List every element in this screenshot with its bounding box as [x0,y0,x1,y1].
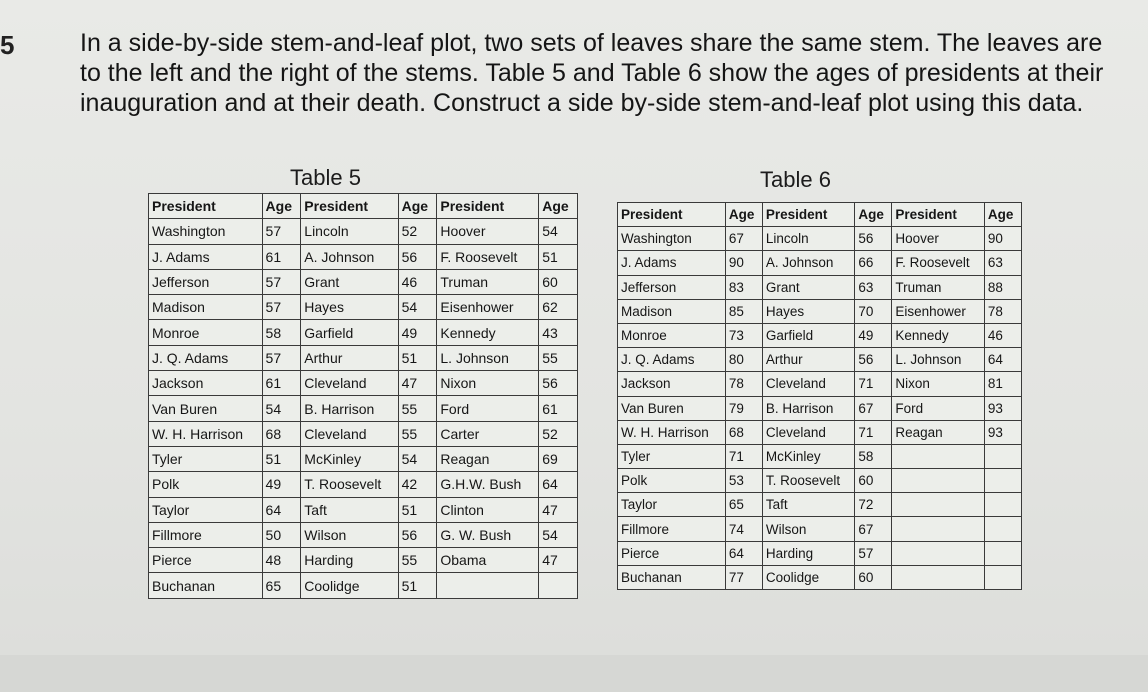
age-cell: 71 [855,372,892,396]
president-cell: Hayes [301,295,398,320]
table-row [618,517,1022,541]
table6-death-ages [617,202,1022,590]
age-cell: 56 [539,371,578,396]
age-cell [984,469,1021,493]
age-cell: 47 [398,371,437,396]
table-row [149,522,578,547]
president-cell: Eisenhower [437,295,539,320]
president-cell: Taylor [618,493,726,517]
president-cell: Van Buren [618,396,726,420]
president-cell: T. Roosevelt [762,469,855,493]
president-cell: A. Johnson [301,244,398,269]
age-cell: 42 [398,472,437,497]
president-cell: Pierce [149,548,263,573]
age-cell: 67 [855,517,892,541]
table5-body [149,219,578,598]
age-cell: 60 [539,269,578,294]
age-cell: 81 [984,372,1021,396]
age-cell: 60 [855,469,892,493]
president-cell [892,565,985,589]
table5-header-cell: Age [539,194,578,219]
president-cell: T. Roosevelt [301,472,398,497]
age-cell: 51 [398,497,437,522]
age-cell: 56 [398,522,437,547]
table-row [618,444,1022,468]
president-cell: Jackson [618,372,726,396]
age-cell: 51 [262,446,301,471]
table-row [618,541,1022,565]
president-cell: Reagan [892,420,985,444]
president-cell: Nixon [437,371,539,396]
age-cell: 58 [855,444,892,468]
president-cell: Pierce [618,541,726,565]
president-cell: Jefferson [149,269,263,294]
president-cell: Kennedy [892,323,985,347]
age-cell: 61 [262,244,301,269]
table-row [149,548,578,573]
age-cell: 71 [725,444,762,468]
president-cell: Arthur [301,345,398,370]
age-cell: 54 [398,295,437,320]
president-cell [892,541,985,565]
table6-header-cell: Age [855,203,892,227]
president-cell: Polk [149,472,263,497]
president-cell: Coolidge [301,573,398,598]
president-cell: Wilson [762,517,855,541]
age-cell [539,573,578,598]
president-cell: Truman [437,269,539,294]
age-cell: 90 [725,251,762,275]
table-row [618,493,1022,517]
table-row [149,269,578,294]
president-cell: Harding [301,548,398,573]
president-cell: Clinton [437,497,539,522]
president-cell: Cleveland [301,371,398,396]
age-cell: 49 [398,320,437,345]
age-cell: 63 [855,275,892,299]
president-cell: B. Harrison [762,396,855,420]
table5-header-cell: President [149,194,263,219]
age-cell: 47 [539,497,578,522]
table-row [149,320,578,345]
president-cell: Washington [618,227,726,251]
president-cell: Obama [437,548,539,573]
table-row [149,396,578,421]
age-cell: 49 [262,472,301,497]
age-cell: 55 [398,548,437,573]
president-cell [437,573,539,598]
age-cell: 47 [539,548,578,573]
age-cell: 65 [262,573,301,598]
president-cell: W. H. Harrison [618,420,726,444]
age-cell: 54 [398,446,437,471]
president-cell: Polk [618,469,726,493]
table-row [618,323,1022,347]
president-cell: F. Roosevelt [892,251,985,275]
table-row [149,472,578,497]
age-cell: 57 [262,345,301,370]
president-cell: Cleveland [301,421,398,446]
table-row [618,372,1022,396]
table-row [618,396,1022,420]
table-row [149,371,578,396]
table5-header-cell: President [437,194,539,219]
president-cell: Ford [892,396,985,420]
age-cell [984,444,1021,468]
table5-inauguration-ages [148,193,578,599]
age-cell: 77 [725,565,762,589]
age-cell: 74 [725,517,762,541]
page-bottom-edge [0,655,1148,692]
president-cell: Garfield [301,320,398,345]
age-cell: 70 [855,299,892,323]
age-cell: 88 [984,275,1021,299]
president-cell: Hoover [437,219,539,244]
age-cell: 65 [725,493,762,517]
age-cell: 61 [539,396,578,421]
age-cell: 57 [262,269,301,294]
question-prompt: In a side-by-side stem-and-leaf plot, two sets of leaves share the same stem. The leaves are to the left and the right of the stems. Table 5 and Table 6 show the ages of presidents at their inauguration and at their death. Construct a side by-side stem-and-leaf plot using this data. [80,29,1104,117]
table-row [149,219,578,244]
table6-caption: Table 6 [760,167,831,192]
president-cell: Buchanan [149,573,263,598]
president-cell: L. Johnson [437,345,539,370]
president-cell: Harding [762,541,855,565]
president-cell: Washington [149,219,263,244]
age-cell: 67 [855,396,892,420]
table-row [618,348,1022,372]
age-cell: 71 [855,420,892,444]
table-row [149,421,578,446]
age-cell: 54 [262,396,301,421]
age-cell: 80 [725,348,762,372]
president-cell: Cleveland [762,420,855,444]
president-cell: McKinley [301,446,398,471]
table5-caption: Table 5 [290,165,361,190]
age-cell: 50 [262,522,301,547]
table-row [149,573,578,598]
age-cell: 64 [262,497,301,522]
age-cell: 63 [984,251,1021,275]
age-cell: 56 [855,348,892,372]
age-cell [984,541,1021,565]
president-cell [892,517,985,541]
age-cell [984,565,1021,589]
president-cell: Van Buren [149,396,263,421]
president-cell: J. Q. Adams [618,348,726,372]
age-cell: 67 [725,227,762,251]
president-cell: Arthur [762,348,855,372]
age-cell: 61 [262,371,301,396]
table-row [618,469,1022,493]
age-cell: 46 [984,323,1021,347]
age-cell: 49 [855,323,892,347]
president-cell: Truman [892,275,985,299]
table5-header-cell: Age [398,194,437,219]
age-cell: 56 [855,227,892,251]
president-cell: F. Roosevelt [437,244,539,269]
table-row [149,244,578,269]
table-row [618,299,1022,323]
age-cell: 62 [539,295,578,320]
table6-header-cell: Age [984,203,1021,227]
president-cell: Lincoln [762,227,855,251]
age-cell: 79 [725,396,762,420]
president-cell: Hoover [892,227,985,251]
president-cell: Madison [618,299,726,323]
age-cell: 60 [855,565,892,589]
president-cell: L. Johnson [892,348,985,372]
president-cell: Madison [149,295,263,320]
president-cell: Nixon [892,372,985,396]
president-cell: Monroe [149,320,263,345]
table6-header-cell: President [762,203,855,227]
president-cell: Hayes [762,299,855,323]
age-cell: 46 [398,269,437,294]
age-cell: 52 [539,421,578,446]
age-cell: 69 [539,446,578,471]
president-cell: J. Adams [149,244,263,269]
age-cell [984,493,1021,517]
age-cell: 72 [855,493,892,517]
table-row [618,420,1022,444]
president-cell: Cleveland [762,372,855,396]
president-cell: Kennedy [437,320,539,345]
table-row [618,227,1022,251]
age-cell: 68 [725,420,762,444]
president-cell: Garfield [762,323,855,347]
age-cell: 83 [725,275,762,299]
age-cell: 55 [398,396,437,421]
president-cell: Jackson [149,371,263,396]
age-cell: 54 [539,522,578,547]
table-row [618,275,1022,299]
president-cell: Reagan [437,446,539,471]
age-cell: 51 [398,345,437,370]
age-cell: 85 [725,299,762,323]
president-cell: A. Johnson [762,251,855,275]
age-cell: 73 [725,323,762,347]
age-cell: 51 [539,244,578,269]
president-cell: Taylor [149,497,263,522]
president-cell: G.H.W. Bush [437,472,539,497]
age-cell: 51 [398,573,437,598]
table5-header-cell: Age [262,194,301,219]
age-cell: 64 [539,472,578,497]
president-cell: W. H. Harrison [149,421,263,446]
table-row [149,295,578,320]
age-cell: 93 [984,396,1021,420]
table6-header-cell: Age [725,203,762,227]
table-row [149,345,578,370]
age-cell: 56 [398,244,437,269]
president-cell: Buchanan [618,565,726,589]
president-cell: Lincoln [301,219,398,244]
president-cell: Wilson [301,522,398,547]
president-cell: Tyler [618,444,726,468]
table-row [618,251,1022,275]
age-cell: 57 [262,295,301,320]
president-cell: Grant [301,269,398,294]
president-cell [892,469,985,493]
age-cell: 57 [855,541,892,565]
president-cell: B. Harrison [301,396,398,421]
age-cell: 93 [984,420,1021,444]
age-cell: 58 [262,320,301,345]
age-cell: 55 [539,345,578,370]
president-cell: Ford [437,396,539,421]
age-cell: 55 [398,421,437,446]
president-cell: Tyler [149,446,263,471]
table6-body [618,227,1022,590]
age-cell: 64 [984,348,1021,372]
table6-header-row [618,203,1022,227]
president-cell: Taft [762,493,855,517]
table-row [149,497,578,522]
president-cell: Fillmore [149,522,263,547]
table-row [149,446,578,471]
question-number: 5 [0,30,15,60]
president-cell: Taft [301,497,398,522]
age-cell: 43 [539,320,578,345]
age-cell: 53 [725,469,762,493]
age-cell: 57 [262,219,301,244]
age-cell: 90 [984,227,1021,251]
table5-header-row [149,194,578,219]
age-cell: 54 [539,219,578,244]
president-cell: G. W. Bush [437,522,539,547]
president-cell: Carter [437,421,539,446]
age-cell: 78 [725,372,762,396]
president-cell: Monroe [618,323,726,347]
age-cell: 48 [262,548,301,573]
age-cell [984,517,1021,541]
table6-header-cell: President [618,203,726,227]
president-cell: Grant [762,275,855,299]
president-cell: Eisenhower [892,299,985,323]
table6-header-cell: President [892,203,985,227]
table5-header-cell: President [301,194,398,219]
age-cell: 64 [725,541,762,565]
president-cell: J. Q. Adams [149,345,263,370]
age-cell: 52 [398,219,437,244]
president-cell: J. Adams [618,251,726,275]
president-cell: Fillmore [618,517,726,541]
president-cell: Coolidge [762,565,855,589]
president-cell: McKinley [762,444,855,468]
age-cell: 66 [855,251,892,275]
president-cell [892,444,985,468]
age-cell: 78 [984,299,1021,323]
age-cell: 68 [262,421,301,446]
president-cell: Jefferson [618,275,726,299]
president-cell [892,493,985,517]
table-row [618,565,1022,589]
